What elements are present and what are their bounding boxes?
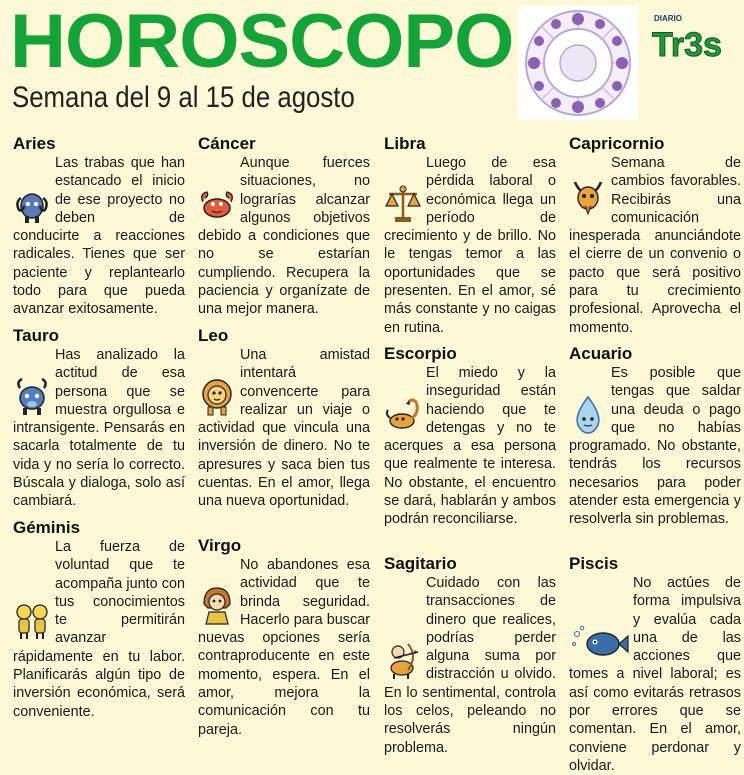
- sign-tauro: [13, 326, 185, 511]
- lion-icon: [198, 376, 236, 416]
- sign-virgo: [198, 536, 370, 739]
- sign-name: Capricornio: [569, 134, 665, 153]
- sign-text: Luego de esa pérdida laboral o económica llega un período de crecimiento y de brillo. No le tengas temor a las oportunidades que se presenten. En el amor, sé más constante y no caigas en rutina.: [384, 155, 556, 336]
- ram-icon: [13, 184, 51, 224]
- sign-text: Semana de cambios favorables. Recibirás una comunicación inesperada anunciándote el cierre de un convenio o pacto que será positivo para tu crecimiento profesional. Aprovecha el momento.: [569, 155, 741, 336]
- sign-name: Tauro: [13, 326, 59, 345]
- svg-text:DIARIO: DIARIO: [654, 14, 682, 23]
- zodiac-wheel-icon: [518, 6, 638, 120]
- archer-icon: [384, 640, 422, 680]
- sign-text: El miedo y la inseguridad están haciendo que te detengas y no te acerques a esa persona que realmente te interesa. No obstante, el encuentro se dará, hablarán y ambos podrán reconciliarse.: [384, 365, 556, 528]
- scales-icon: [384, 184, 422, 224]
- sign-text: Es posible que tengas que saldar una deuda o pago que no habías programado. No obstante, tendrás los recursos necesarios para poder atender esta emergencia y resolverla sin problemas.: [569, 365, 741, 528]
- sign-name: Géminis: [13, 518, 81, 537]
- sign-text: No abandones esa actividad que te brinda seguridad. Hacerlo para buscar nuevas opciones sería contraproducente en este momento, espera. En el amor, mejora la comunicación con tu pareja.: [198, 557, 370, 738]
- sign-text: Aunque fuerces situaciones, no lograrías alcanzar algunos objetivos debido a condiciones que no se estarían cumpliendo. Recupera la paciencia y organízate de una mejor manera.: [198, 155, 370, 318]
- sign-text: Las trabas que han estancado el inicio de ese proyecto no deben de conducirte a reacciones radicales. Tienes que ser paciente y replantearlo todo para que pueda avanzar exitosamente.: [13, 155, 185, 318]
- scorpion-icon: [384, 394, 422, 434]
- sign-leo: [198, 326, 370, 511]
- sign-name: Leo: [198, 326, 229, 345]
- sign-libra: [384, 134, 556, 337]
- sign-name: Libra: [384, 134, 426, 153]
- sign-name: Cáncer: [198, 134, 256, 153]
- maiden-icon: [198, 586, 236, 626]
- sign-text: No actúes de forma impulsiva y evalúa cada una de las acciones que tomes a nivel laboral; es así como evitarás retrasos por errores que se comentan. En el amor, conviene perdonar y olvidar.: [569, 575, 741, 774]
- goat-icon: [569, 176, 607, 216]
- sign-name: Sagitario: [384, 554, 457, 573]
- sign-sagitario: [384, 554, 556, 757]
- bull-icon: [13, 376, 51, 416]
- sign-name: Acuario: [569, 344, 633, 363]
- page-subtitle: Semana del 9 al 15 de agosto: [12, 81, 355, 114]
- sign-name: Virgo: [198, 536, 242, 555]
- sign-text: Has analizado la actitud de esa persona que se muestra orgullosa e intransigente. Pensarás en sacarla totalmente de tu vida y no sería lo correcto. Búscala y dialoga, solo así cambiará.: [13, 347, 185, 510]
- page-title: HOROSCOPO: [10, 0, 514, 84]
- sign-text: Cuidado con las transacciones de dinero que realices, podrías perder alguna suma por distracción u olvido. En lo sentimental, controla los celos, peleando no resolverás ningún problema.: [384, 575, 556, 756]
- sign-geminis: [13, 518, 185, 721]
- sign-cancer: [198, 134, 370, 319]
- sign-name: Piscis: [569, 554, 619, 573]
- sign-aries: [13, 134, 185, 319]
- sign-capricornio: [569, 134, 741, 337]
- sign-name: Aries: [13, 134, 56, 153]
- sign-text: Una amistad intentará convencerte para realizar un viaje o actividad que vincula una inversión de dinero. No te apresures y saca bien tus cuentas. En el amor, llega una nueva oportunidad.: [198, 347, 370, 510]
- crab-icon: [198, 184, 236, 224]
- water-drop-icon: [569, 394, 607, 434]
- sign-piscis: [569, 554, 741, 775]
- svg-text:Tr3s: Tr3s: [652, 26, 722, 62]
- sign-escorpio: [384, 344, 556, 529]
- sign-acuario: [569, 344, 741, 529]
- fish-icon: [569, 622, 629, 662]
- newspaper-logo: [650, 8, 734, 62]
- sign-name: Escorpio: [384, 344, 457, 363]
- sign-text: La fuerza de voluntad que te acompaña junto con tus conocimientos te permitirán avanzar rápidamente en tu labor. Planificarás algún tipo de inversión económica, será conveniente.: [13, 539, 185, 720]
- twins-icon: [13, 600, 51, 640]
